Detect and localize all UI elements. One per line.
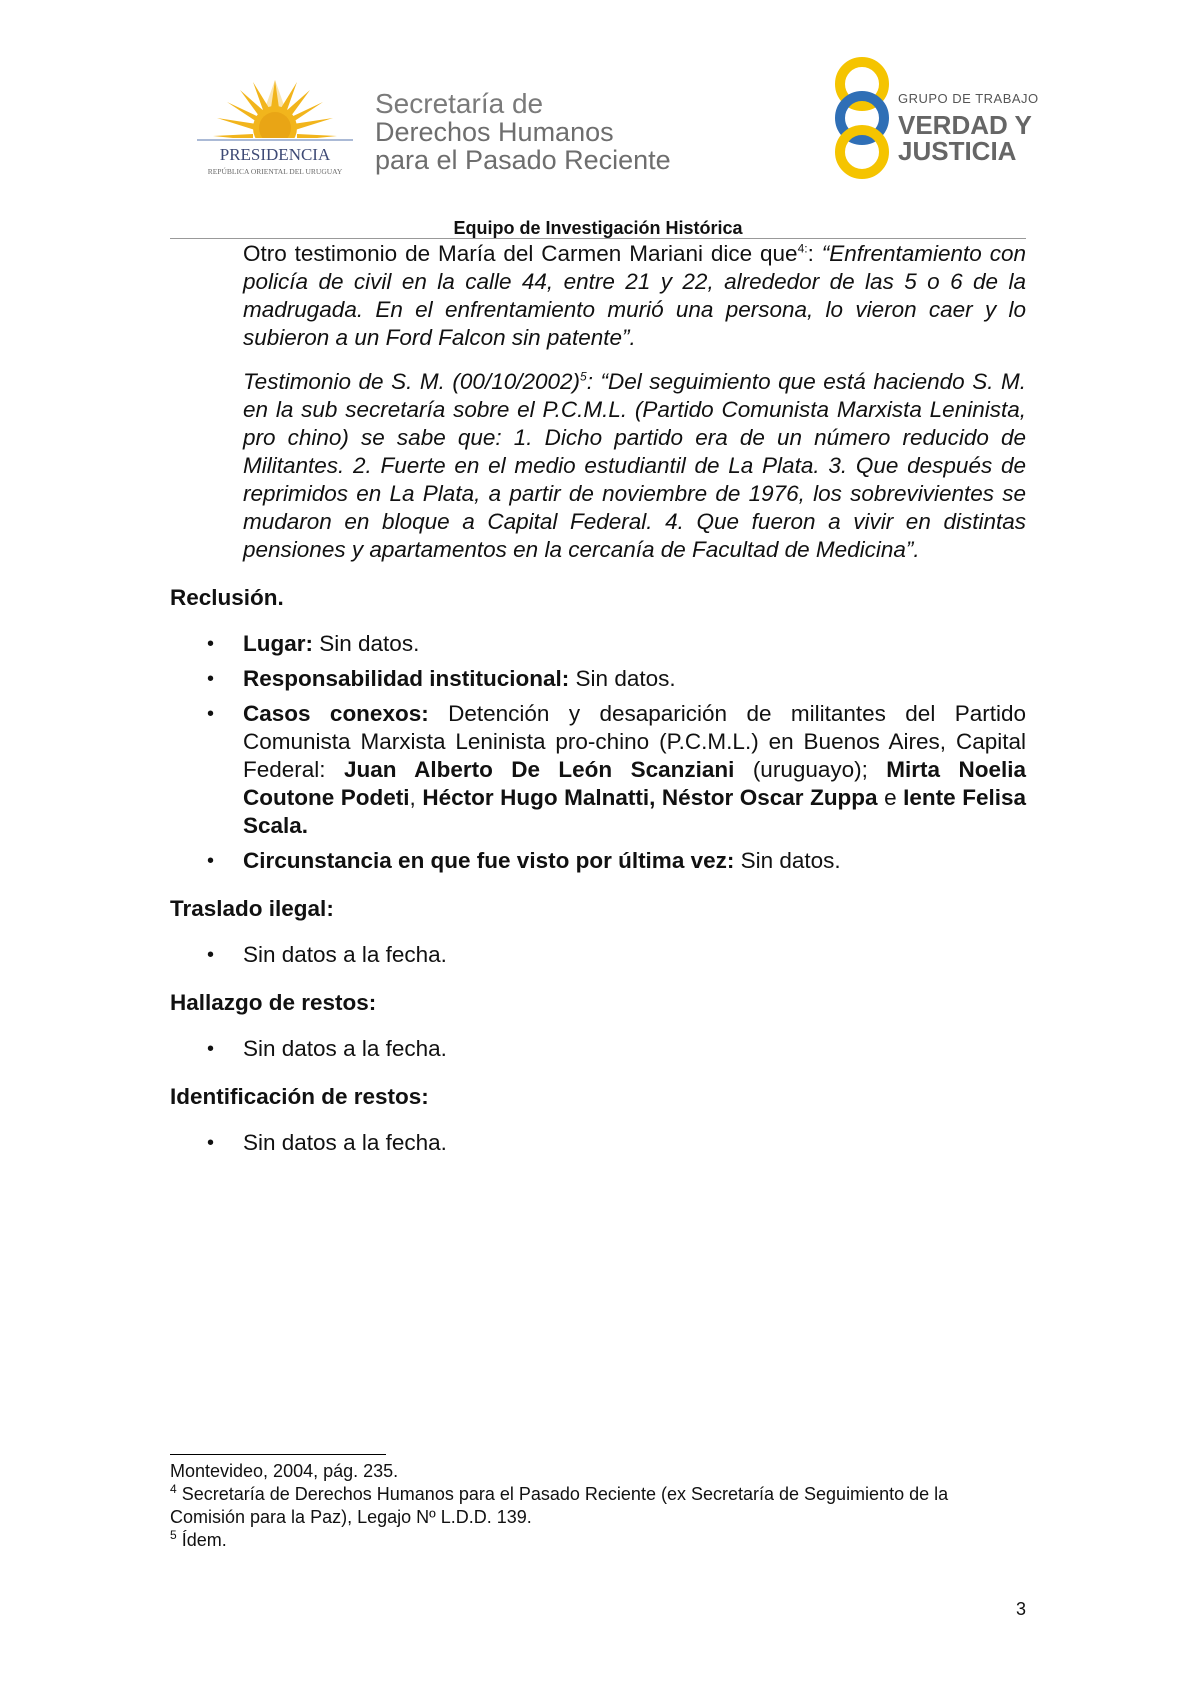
- identificacion-heading: Identificación de restos:: [170, 1084, 429, 1109]
- page-number: 3: [1016, 1599, 1027, 1619]
- casos-text-2: (uruguayo);: [734, 757, 887, 782]
- testimony-mariani: [243, 240, 1026, 352]
- casos-name-1: Juan Alberto De León Scanziani: [343, 757, 735, 782]
- grupo-line-1: GRUPO DE TRABAJO: [898, 91, 1039, 106]
- grupo-line-2: VERDAD Y: [898, 110, 1032, 140]
- casos-name-3: Héctor Hugo Malnatti, Néstor Oscar Zuppa: [422, 785, 878, 810]
- footnote-4-number: 4: [170, 1482, 177, 1496]
- footnote-ref-4: 4:: [797, 241, 808, 256]
- traslado-list: [170, 941, 1026, 969]
- hallazgo-list: [170, 1035, 1026, 1063]
- sun-icon: [195, 78, 355, 178]
- testimony-sm: [243, 368, 1026, 564]
- lugar-label: Lugar:: [243, 631, 313, 656]
- presidencia-text: PRESIDENCIA: [219, 145, 331, 164]
- footnote-5-text: Ídem.: [176, 1530, 227, 1550]
- footnote-ref-5: 5: [580, 369, 587, 384]
- footnotes: [170, 1460, 1026, 1552]
- q2-intro: Testimonio de S. M. (00/10/2002): [243, 369, 581, 394]
- casos-name-2: Mirta Noelia Coutone Podeti: [243, 757, 1026, 810]
- linked-rings-icon: [822, 56, 902, 181]
- team-heading: Equipo de Investigación Histórica: [453, 218, 743, 238]
- footnote-continuation: Montevideo, 2004, pág. 235.: [170, 1461, 399, 1481]
- list-item-lugar: [243, 630, 1026, 658]
- list-item-responsabilidad: [243, 665, 1026, 693]
- list-item: • Sin datos a la fecha.: [243, 941, 1026, 969]
- header-divider: [170, 238, 1026, 239]
- list-item-casos-conexos: [243, 700, 1026, 840]
- secretaria-line-2: Derechos Humanos: [375, 117, 614, 147]
- q2-quote: : “Del seguimiento que está haciendo S. M. en la sub secretaría sobre el P.C.M.L. (Partido Comunista Marxista Leninista, pro chino) se sabe que: 1. Dicho partido era de un número reducido de Militantes. 2. Fuerte en el medio estudiantil de La Plata. 3. Que después de reprimidos en La Plata, a partir de noviembre de 1976, los sobrevivientes se mudaron en bloque a Capital Federal. 4. Que fueron a vivir en distintas pensiones y apartamentos en la cercanía de Facultad de Medicina”.: [243, 369, 1026, 562]
- presidencia-subtext: REPÚBLICA ORIENTAL DEL URUGUAY: [207, 167, 343, 176]
- footnote-5: [170, 1529, 1026, 1552]
- footnote-4: [170, 1483, 1026, 1529]
- footnote-5-number: 5: [170, 1528, 177, 1542]
- document-body: [170, 240, 1026, 1164]
- secretaria-title: [375, 90, 671, 174]
- casos-text-4: e: [877, 785, 904, 810]
- lugar-value: Sin datos.: [313, 631, 420, 656]
- casos-label: Casos conexos:: [243, 701, 429, 726]
- q1-quote: “Enfrentamiento con policía de civil en la calle 44, entre 21 y 22, alrededor de las 5 o 6 de la madrugada. En el enfrentamiento murió una persona, lo vieron caer y lo subieron a un Ford Falcon sin patente”.: [243, 241, 1026, 350]
- grupo-line-3: JUSTICIA: [898, 136, 1017, 166]
- footnote-4-text: Secretaría de Derechos Humanos para el Pasado Reciente (ex Secretaría de Seguimiento de la Comisión para la Paz), Legajo Nº L.D.D. 139.: [170, 1484, 949, 1527]
- list-item-circunstancia: [243, 847, 1026, 875]
- list-item: • Sin datos a la fecha.: [243, 1129, 1026, 1157]
- q1-intro: Otro testimonio de María del Carmen Mariani dice que: [243, 241, 798, 266]
- testimony-block: [243, 240, 1026, 564]
- secretaria-line-1: Secretaría de: [375, 88, 544, 119]
- list-item: • Sin datos a la fecha.: [243, 1035, 1026, 1063]
- identificacion-list: [170, 1129, 1026, 1157]
- circ-label: Circunstancia en que fue visto por última vez:: [243, 848, 735, 873]
- verdad-justicia-logo: [822, 56, 902, 181]
- reclusion-list: [170, 630, 1026, 875]
- secretaria-line-3: para el Pasado Reciente: [375, 145, 671, 175]
- circ-value: Sin datos.: [734, 848, 841, 873]
- casos-text-3: ,: [409, 785, 423, 810]
- resp-label: Responsabilidad institucional:: [243, 666, 570, 691]
- presidencia-logo: [195, 78, 355, 178]
- footnote-divider: [170, 1454, 386, 1455]
- grupo-trabajo-title: [898, 86, 1039, 164]
- hallazgo-heading: Hallazgo de restos:: [170, 990, 377, 1015]
- traslado-heading: Traslado ilegal:: [170, 896, 334, 921]
- casos-name-4: Iente Felisa Scala.: [243, 785, 1026, 838]
- resp-value: Sin datos.: [569, 666, 676, 691]
- casos-text-1: Detención y desaparición de militantes del Partido Comunista Marxista Leninista pro-chino (P.C.M.L.) en Buenos Aires, Capital Federal:: [243, 701, 1026, 782]
- q1-separator: :: [807, 241, 822, 266]
- reclusion-heading: Reclusión.: [170, 585, 284, 610]
